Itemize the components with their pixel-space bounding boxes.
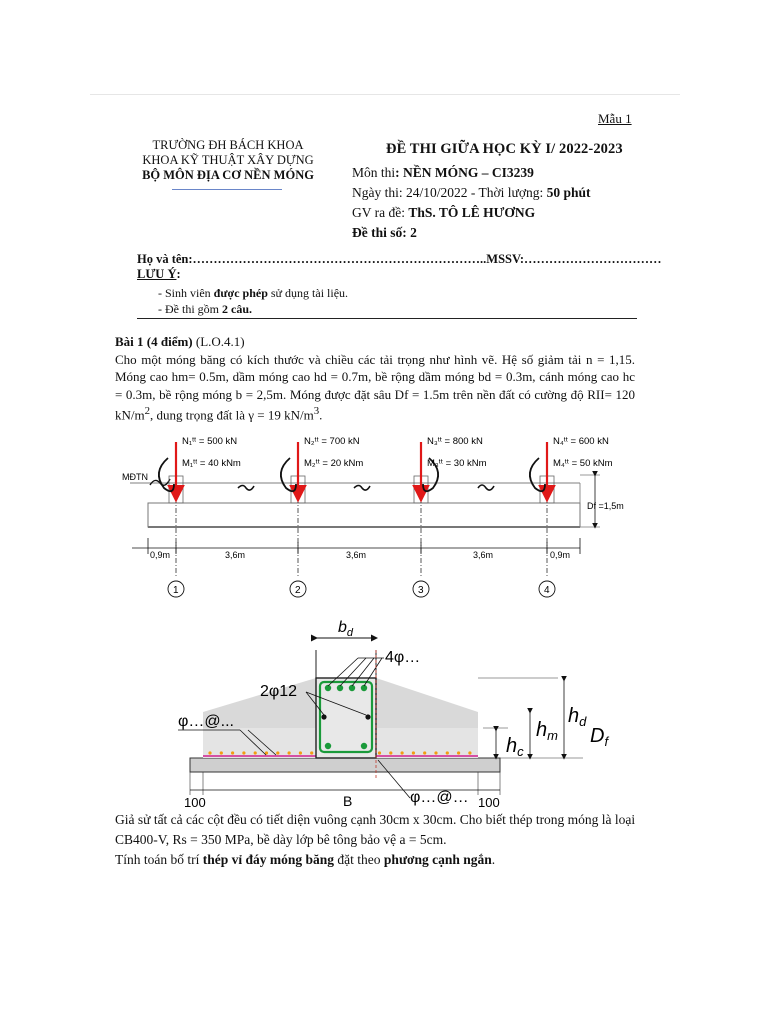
side-bars-label: 2φ12: [260, 683, 298, 700]
problem-1-text-b: , dung trọng đất là γ = 19 kN/m: [150, 407, 314, 423]
strip-footing-diagram: [110, 428, 640, 608]
problem-1-statement: [115, 333, 635, 424]
dim-label-1: 3,6m: [225, 550, 246, 560]
faculty-name: KHOA KỸ THUẬT XÂY DỰNG: [142, 153, 314, 167]
mesh-bar-dot: [208, 751, 211, 754]
mesh-bar-dot: [254, 751, 257, 754]
axis-number-1: 1: [173, 585, 179, 596]
axis-number-3: 3: [418, 585, 424, 596]
sup-2: 2: [144, 405, 151, 417]
problem-1-text-a: Cho một móng băng có kích thước và chiều các tải trọng như hình vẽ. Hệ số giảm tải n = 1,15. Móng cao hm= 0.5m, dầm móng cao hd = 0.7m, bề rộng dầm móng bd = 0.3m, cánh móng cao hc = 0.3m, bề rộng móng b = 2,5m. Móng được đặt sâu Df = 1.5m trên nền đất có cường độ RII= 120 kN/m: [115, 351, 635, 423]
mesh-bar-dot: [401, 751, 404, 754]
mesh-bar-dot: [220, 751, 223, 754]
side-bar-right: [365, 714, 370, 719]
sup-3: 3: [313, 405, 320, 417]
note-2-bold: 2 câu.: [222, 302, 252, 316]
top-bars-label: 4φ…: [385, 649, 421, 666]
mdtn-label: MĐTN: [122, 472, 148, 482]
mesh-bar-dot: [412, 751, 415, 754]
mesh-bar-dot: [457, 751, 460, 754]
subject-label: Môn thi: [352, 165, 396, 180]
task-mid: đặt theo: [334, 852, 384, 867]
department-name: BỘ MÔN ĐỊA CƠ NỀN MÓNG: [142, 168, 314, 182]
note-2-pre: - Đề thi gồm: [158, 302, 222, 316]
footing-beam: [148, 503, 580, 527]
moment-arc-1: [159, 458, 174, 491]
moment-arc-4: [530, 458, 545, 491]
dim-label-4: 0,9m: [550, 550, 571, 560]
load-m-label-3: M₃ᵗᵗ = 30 kNm: [427, 458, 487, 469]
conditions-text: Giả sử tất cả các cột đều có tiết diện vuông cạnh 30cm x 30cm. Cho biết thép trong móng là loại CB400-V, Rs = 350 MPa, bề dày lớp bê tông bảo vệ a = 5cm.: [115, 812, 636, 847]
mesh-bar-dot: [231, 751, 234, 754]
mesh-bar-dot: [389, 751, 392, 754]
ground-hatch-3: [354, 486, 370, 491]
lecturer-line: [352, 203, 591, 223]
b-label: B: [343, 793, 353, 809]
problem-1-heading: Bài 1 (4 điểm): [115, 334, 193, 349]
bottom-bar-1: [325, 743, 331, 749]
mesh-bar-dot: [468, 751, 471, 754]
school-underline: [172, 189, 282, 190]
lecturer-label: GV ra đề:: [352, 205, 409, 220]
mesh-label-bottom: φ…@…: [410, 789, 469, 806]
note-1-pre: - Sinh viên: [158, 286, 214, 300]
left-100: 100: [184, 795, 206, 810]
notes-list: [158, 285, 348, 317]
note-1-post: sử dụng tài liệu.: [267, 286, 349, 300]
dim-label-0: 0,9m: [150, 550, 171, 560]
load-n-label-4: N₄ᵗᵗ = 600 kN: [553, 436, 609, 447]
moment-arc-2: [281, 458, 296, 491]
load-m-label-4: M₄ᵗᵗ = 50 kNm: [553, 458, 613, 469]
problem-1-conditions: [115, 810, 650, 870]
mesh-label-left: φ…@...: [178, 713, 234, 730]
load-n-label-2: N₂ᵗᵗ = 700 kN: [304, 436, 360, 447]
df-label: $D_f$: [590, 725, 609, 749]
foundation-slab-base: [190, 758, 500, 772]
mesh-bar-dot: [423, 751, 426, 754]
note-title-text: LƯU Ý: [137, 267, 177, 281]
load-m-label-1: M₁ᵗᵗ = 40 kNm: [182, 458, 241, 469]
task-end: .: [491, 852, 496, 867]
exam-meta: [352, 163, 591, 243]
load-m-label-2: M₂ᵗᵗ = 20 kNm: [304, 458, 364, 469]
df-label: Df =1,5m: [587, 501, 624, 511]
student-name-line: Họ và tên:……………………………………………………………..MSSV:……………………………: [137, 252, 662, 266]
date-line: [352, 183, 591, 203]
hm-label: $h_m$: [536, 719, 558, 743]
section-divider: [137, 318, 637, 319]
right-100: 100: [478, 795, 500, 810]
mesh-bar-dot: [434, 751, 437, 754]
lecturer-name: ThS. TÔ LÊ HƯƠNG: [408, 205, 536, 220]
school-block: [128, 138, 328, 183]
problem-1-lo: (L.O.4.1): [192, 334, 245, 349]
cross-section-diagram: [178, 610, 609, 810]
task-bold-2: phương cạnh ngắn: [383, 852, 492, 867]
hc-label: $h_c$: [506, 735, 524, 759]
note-1-bold: được phép: [213, 286, 268, 300]
mesh-bar-dot: [276, 751, 279, 754]
axis-number-4: 4: [544, 585, 550, 596]
subject-line: [352, 163, 591, 183]
note-title: LƯU Ý:: [137, 267, 181, 281]
bd-label: $b_d$: [338, 619, 354, 639]
mesh-bar-dot: [310, 751, 313, 754]
columns: [159, 436, 613, 597]
note-item-1: [158, 285, 348, 301]
task-pre: Tính toán bố trí: [115, 852, 203, 867]
task-bold-1: thép vỉ đáy móng băng: [202, 852, 335, 867]
ground-hatch-2: [238, 486, 254, 491]
ground-hatch-4: [478, 485, 494, 490]
form-code: Mẫu 1: [598, 111, 632, 126]
top-rule: [90, 94, 680, 95]
duration: 50 phút: [546, 185, 591, 200]
load-n-label-3: N₃ᵗᵗ = 800 kN: [427, 436, 483, 447]
mesh-bar-dot: [242, 751, 245, 754]
school-name: TRƯỜNG ĐH BÁCH KHOA: [152, 138, 304, 152]
hd-label: $h_d$: [568, 705, 587, 729]
dim-label-2: 3,6m: [346, 550, 367, 560]
subject-value: : NỀN MÓNG – CI3239: [395, 165, 534, 180]
exam-number: Đề thi số: 2: [352, 225, 417, 240]
mesh-bar-dot: [299, 751, 302, 754]
mesh-bar-dot: [378, 751, 381, 754]
mesh-bar-dot: [288, 751, 291, 754]
side-bar-left: [321, 714, 326, 719]
task-text: [115, 850, 650, 870]
dim-label-3: 3,6m: [473, 550, 494, 560]
exam-title: ĐỀ THI GIỮA HỌC KỲ I/ 2022-2023: [386, 141, 623, 157]
mesh-bar-dot: [446, 751, 449, 754]
date-text: Ngày thi: 24/10/2022 - Thời lượng:: [352, 185, 547, 200]
axis-number-2: 2: [295, 585, 301, 596]
bottom-bar-2: [361, 743, 367, 749]
problem-1-text-c: .: [319, 407, 323, 423]
load-n-label-1: N₁ᵗᵗ = 500 kN: [182, 436, 238, 447]
note-item-2: [158, 301, 348, 317]
